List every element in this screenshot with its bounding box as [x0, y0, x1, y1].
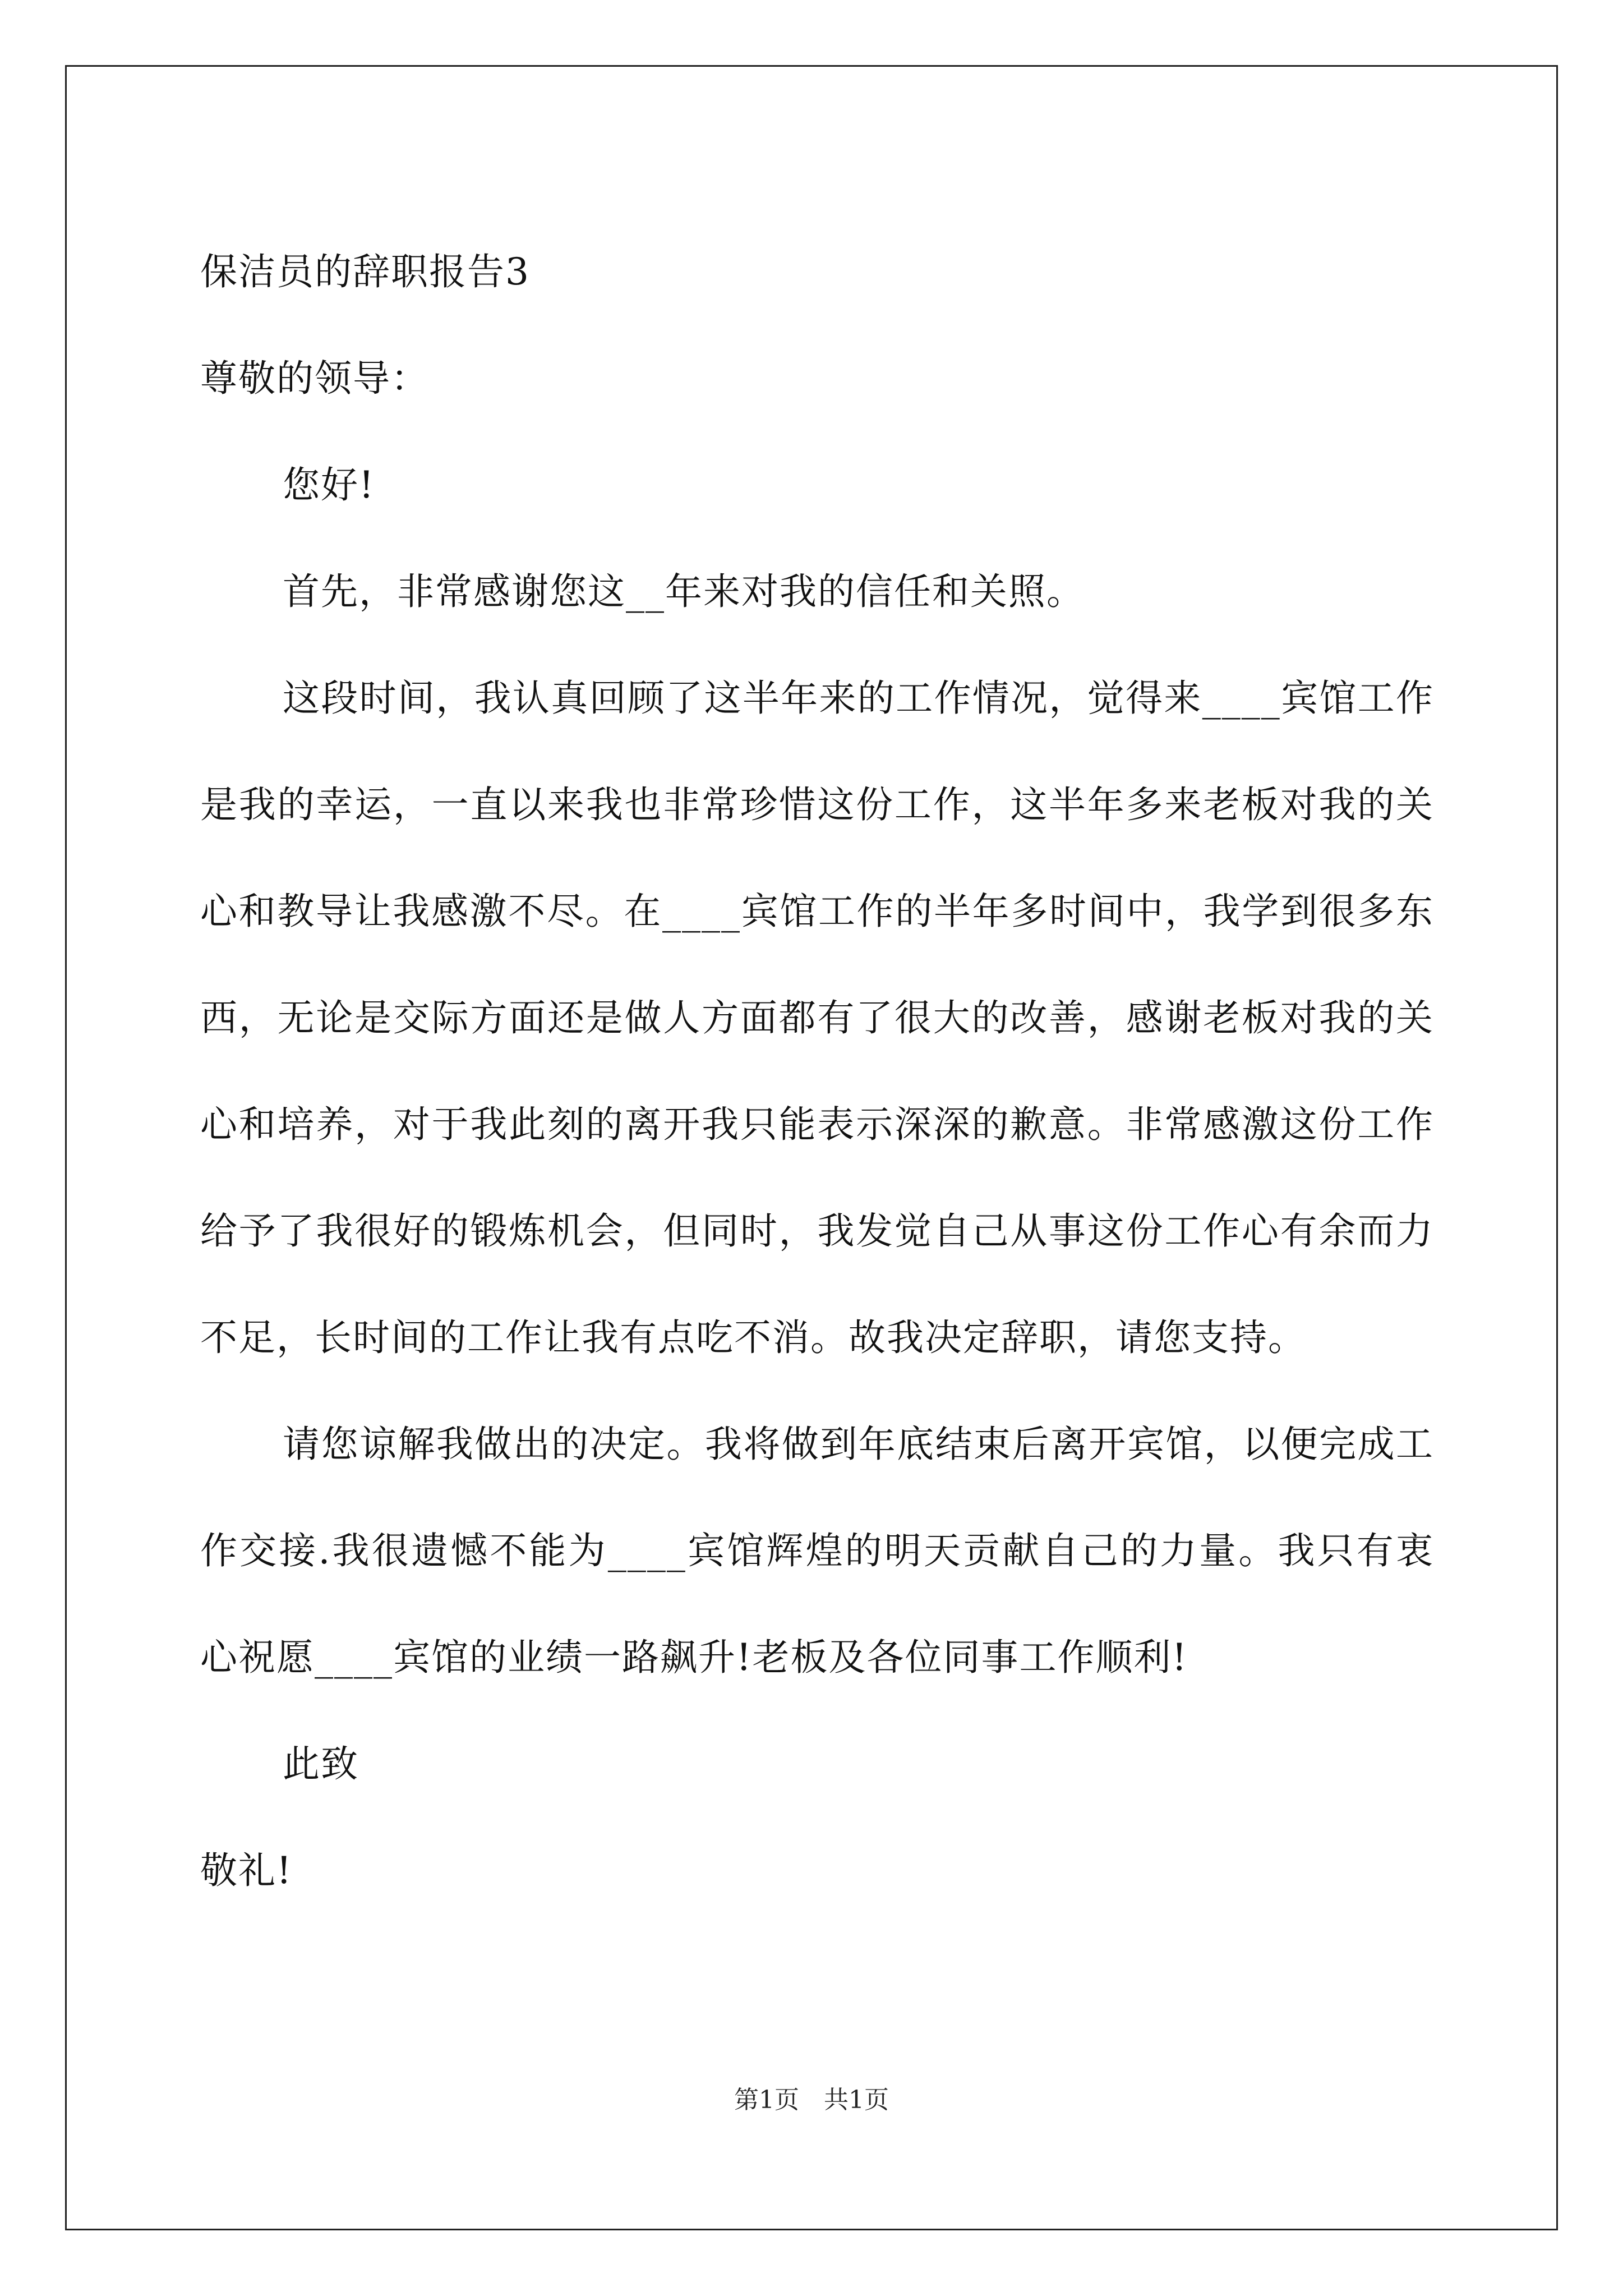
document-title: 保洁员的辞职报告3 [200, 250, 530, 293]
salutation: 尊敬的领导： [200, 357, 429, 400]
document-body [200, 219, 1434, 1924]
paragraph-1: 首先，非常感谢您这__年来对我的信任和关照。 [283, 570, 1085, 613]
paragraph-3: 请您谅解我做出的决定。我将做到年底结束后离开宾馆，以便完成工作交接.我很遗憾不能为____宾馆辉煌的明天贡献自己的力量。我只有衷心祝愿____宾馆的业绩一路飙升!老板及各位同事工作顺利! [200, 1423, 1434, 1679]
greeting: 您好! [283, 463, 375, 507]
closing: 此致 [283, 1742, 359, 1786]
paragraph-2: 这段时间，我认真回顾了这半年来的工作情况，觉得来____宾馆工作是我的幸运，一直以来我也非常珍惜这份工作，这半年多来老板对我的关心和教导让我感激不尽。在____宾馆工作的半年多时间中，我学到很多东西，无论是交际方面还是做人方面都有了很大的改善，感谢老板对我的关心和培养，对于我此刻的离开我只能表示深深的歉意。非常感激这份工作给予了我很好的锻炼机会，但同时，我发觉自己从事这份工作心有余而力不足，长时间的工作让我有点吃不消。故我决定辞职，请您支持。 [200, 677, 1434, 1359]
page-number-footer: 第1页 共1页 [734, 2086, 889, 2114]
regards: 敬礼! [200, 1849, 293, 1892]
